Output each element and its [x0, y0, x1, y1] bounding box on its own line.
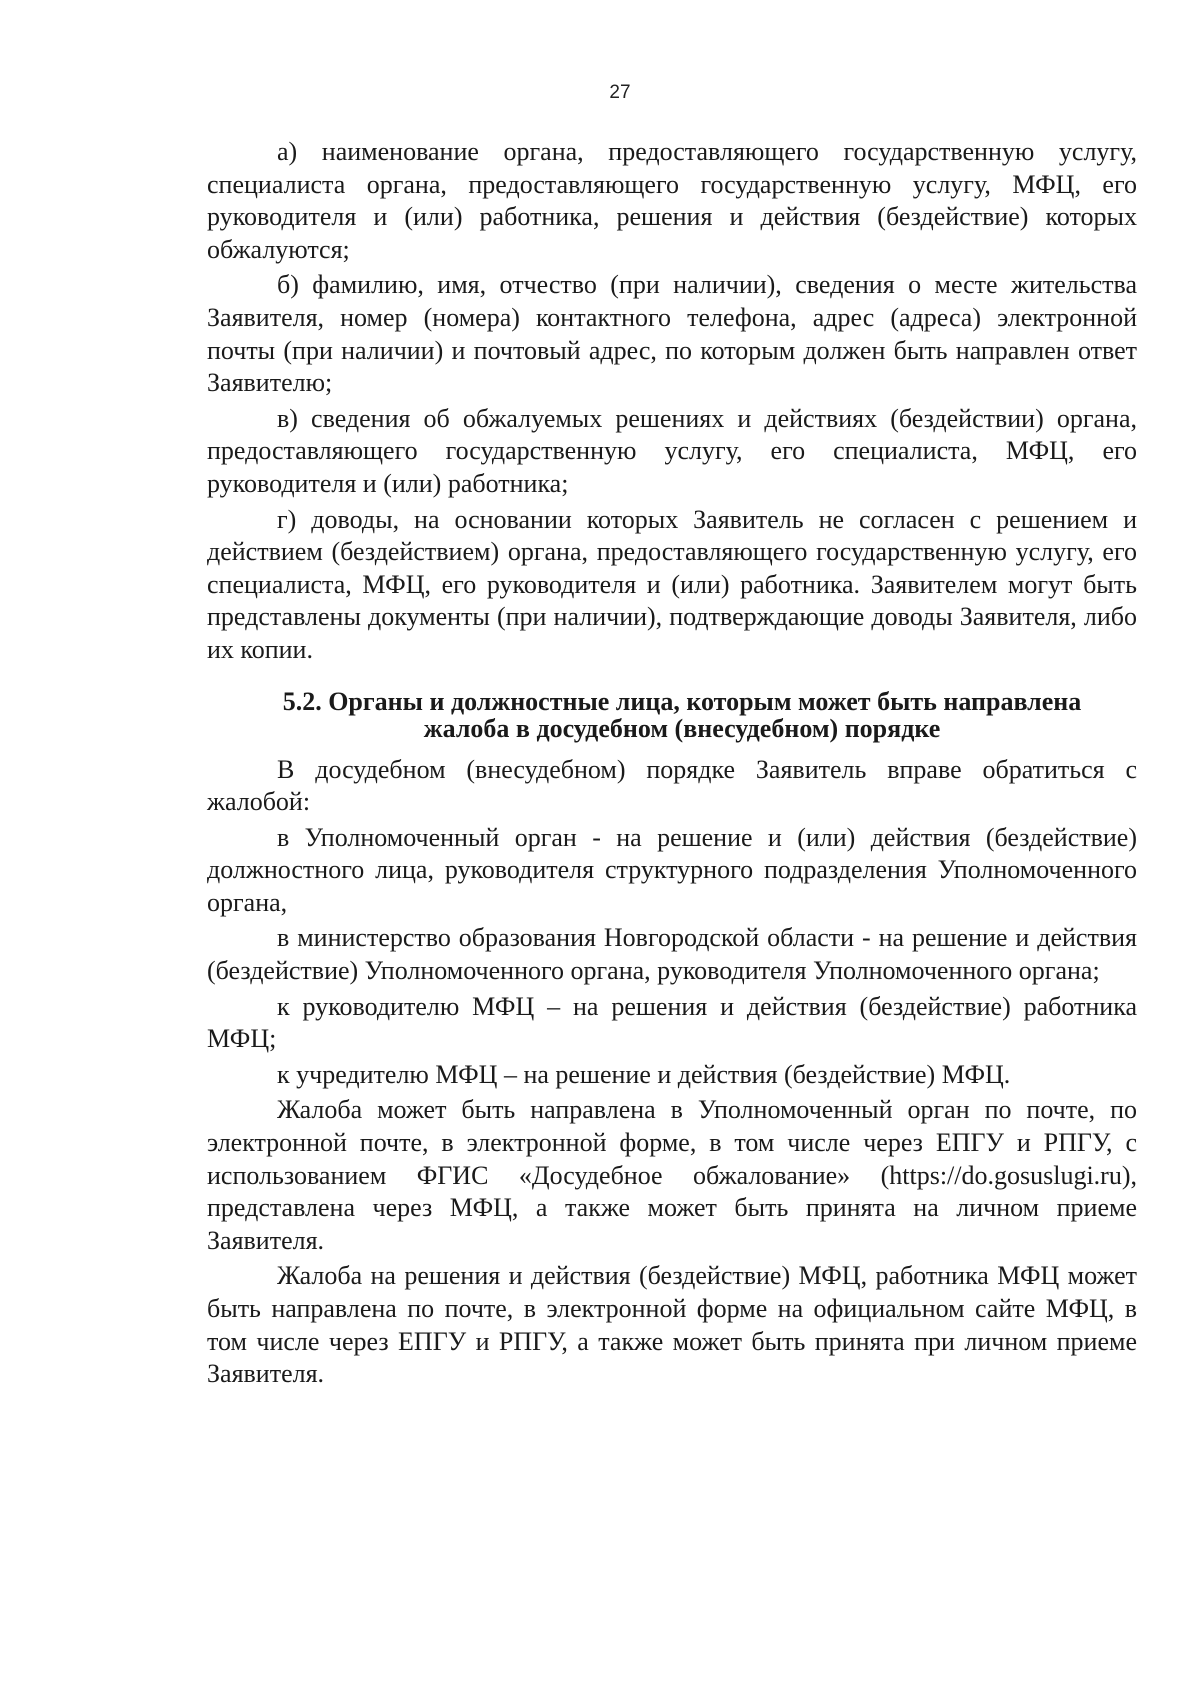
section-paragraph: в Уполномоченный орган - на решение и (или) действия (бездействие) должностного лица, руководителя структурного подразделения Уполномоченного органа,: [207, 822, 1137, 917]
list-item-v: в) сведения об обжалуемых решениях и действиях (бездействии) органа, предоставляющего государственную услугу, его специалиста, МФЦ, его руководителя и (или) работника;: [207, 403, 1137, 498]
list-item-a: а) наименование органа, предоставляющего государственную услугу, специалиста органа, предоставляющего государственную услугу, МФЦ, его руководителя и (или) работника, решения и действия (бездействие) которых обжалуются;: [207, 137, 1137, 264]
section-paragraph: В досудебном (внесудебном) порядке Заявитель вправе обратиться с жалобой:: [207, 754, 1137, 817]
section-paragraph: к руководителю МФЦ – на решения и действия (бездействие) работника МФЦ;: [207, 991, 1137, 1054]
section-paragraph: к учредителю МФЦ – на решение и действия (бездействие) МФЦ.: [277, 1059, 1011, 1089]
section-paragraph: Жалоба может быть направлена в Уполномоченный орган по почте, по электронной почте, в электронной форме, в том числе через ЕПГУ и РПГУ, с использованием ФГИС «Досудебное обжалование» (https://do.gosuslugi.ru), представлена через МФЦ, а также может быть принята на личном приеме Заявителя.: [207, 1095, 1137, 1255]
page-content: [207, 136, 1137, 1391]
section-paragraph: в министерство образования Новгородской области - на решение и действия (бездействие) Уполномоченного органа, руководителя Уполномоченного органа;: [207, 923, 1137, 986]
list-item-g: г) доводы, на основании которых Заявитель не согласен с решением и действием (бездействием) органа, предоставляющего государственную услугу, его специалиста, МФЦ, его руководителя и (или) работника. Заявителем могут быть представлены документы (при наличии), подтверждающие доводы Заявителя, либо их копии.: [207, 504, 1137, 664]
page-number: 27: [609, 82, 631, 103]
list-item-b: б) фамилию, имя, отчество (при наличии), сведения о месте жительства Заявителя, номер (номера) контактного телефона, адрес (адреса) электронной почты (при наличии) и почтовый адрес, по которым должен быть направлен ответ Заявителю;: [207, 270, 1137, 398]
section-paragraph: Жалоба на решения и действия (бездействие) МФЦ, работника МФЦ может быть направлена по почте, в электронной форме на официальном сайте МФЦ, в том числе через ЕПГУ и РПГУ, а также может быть принята при личном приеме Заявителя.: [207, 1261, 1137, 1389]
section-heading: [207, 688, 1137, 742]
section-heading-line-1: 5.2. Органы и должностные лица, которым может быть направлена: [282, 686, 1082, 716]
section-heading-line-2: жалоба в досудебном (внесудебном) порядке: [423, 713, 941, 743]
